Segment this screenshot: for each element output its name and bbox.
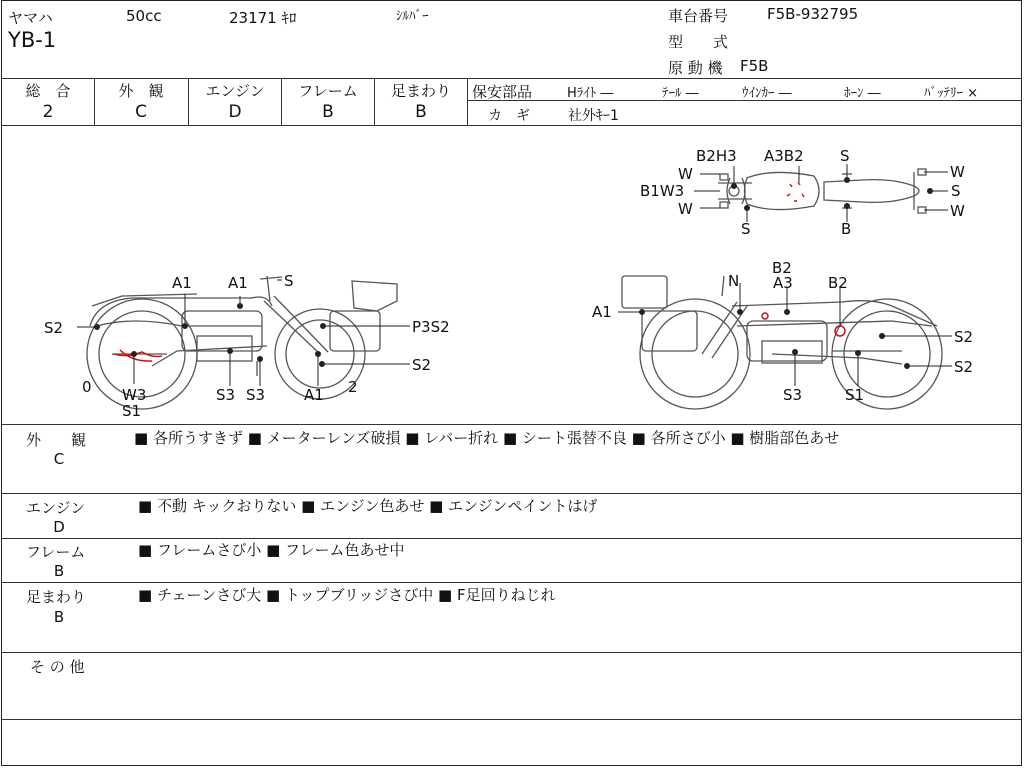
label-left-0: 0: [82, 378, 92, 396]
divider: [467, 78, 468, 125]
label-right-b2: B2: [828, 274, 848, 292]
divider: [2, 652, 1021, 653]
grade-suspension-label: 足まわり: [390, 82, 451, 100]
bike-right-view: [622, 276, 942, 409]
label-left-s1: S1: [122, 402, 142, 420]
label-top-b1w3: B1W3: [640, 182, 685, 200]
label-left-a1-seat: A1: [172, 274, 192, 292]
section-suspension-title: 足まわり: [26, 588, 87, 606]
label-top-w-left-upper: W: [678, 165, 693, 183]
label-left-s2-front: S2: [412, 356, 432, 374]
safety-winker: ｳｲﾝｶｰ ―: [742, 86, 792, 101]
label-left-s-bar: S: [284, 272, 294, 290]
safety-taillight: ﾃｰﾙ ―: [662, 86, 699, 101]
section-engine-grade: D: [53, 518, 65, 536]
section-exterior-grade: C: [53, 450, 65, 468]
color: ｼﾙﾊﾞｰ: [396, 9, 429, 24]
grade-engine-label: エンジン: [205, 82, 265, 100]
label-top-w-left-lower: W: [678, 200, 693, 218]
label-top-s-rear: S: [951, 182, 961, 200]
label-left-s2-rear: S2: [44, 319, 64, 337]
engine-label: 原 動 機: [668, 59, 723, 77]
grade-exterior-value: C: [135, 102, 147, 122]
frame-number: F5B-932795: [767, 5, 859, 23]
label-right-s3: S3: [783, 386, 803, 404]
grade-overall-label: 総 合: [25, 82, 71, 100]
section-engine-text: ■ 不動 キックおりない ■ エンジン色あせ ■ エンジンペイントはげ: [138, 497, 598, 515]
section-suspension-text: ■ チェーンさび大 ■ トップブリッジさび中 ■ F足回りねじれ: [138, 586, 556, 604]
label-top-s-front: S: [741, 220, 751, 238]
section-other-title: そ の 他: [30, 658, 85, 676]
section-suspension-grade: B: [53, 608, 65, 626]
section-exterior-title: 外 観: [26, 431, 87, 449]
displacement: 50cc: [126, 7, 162, 25]
section-frame-grade: B: [53, 562, 65, 580]
label-top-w-right-lower: W: [950, 202, 965, 220]
label-right-a1: A1: [592, 303, 612, 321]
divider: [2, 493, 1021, 494]
section-exterior-text: ■ 各所うすきず ■ メーターレンズ破損 ■ レバー折れ ■ シート張替不良 ■ 各所さび小 ■ 樹脂部色あせ: [134, 429, 840, 447]
label-top-w-right-upper: W: [950, 163, 965, 181]
label-top-b2h3: B2H3: [696, 147, 737, 165]
label-right-a3: A3: [773, 274, 793, 292]
grade-frame-label: フレーム: [298, 82, 358, 100]
key-value: 社外ｷｰ1: [568, 108, 619, 124]
divider: [2, 78, 1021, 79]
inspection-sheet: [1, 0, 1022, 766]
divider: [2, 582, 1021, 583]
safety-horn: ﾎｰﾝ ―: [844, 86, 881, 101]
label-left-a1-fork: A1: [304, 386, 324, 404]
label-left-2: 2: [348, 378, 358, 396]
label-right-n: N: [728, 272, 740, 290]
divider: [2, 424, 1021, 425]
mileage: 23171 ｷﾛ: [229, 9, 297, 27]
section-engine-title: エンジン: [26, 499, 86, 517]
key-label: カ ギ: [488, 108, 530, 124]
label-right-s2-lower: S2: [954, 358, 974, 376]
label-right-b2-top: B2: [772, 259, 792, 277]
label-left-a1-tank: A1: [228, 274, 248, 292]
frame-label: 車台番号: [668, 7, 729, 25]
divider: [2, 719, 1021, 720]
maker: ヤマハ: [8, 9, 53, 27]
type-label: 型 式: [668, 33, 729, 51]
label-left-s3-b: S3: [246, 386, 266, 404]
label-left-p3s2: P3S2: [412, 318, 450, 336]
grade-suspension-value: B: [415, 102, 427, 122]
safety-title: 保安部品: [472, 83, 533, 101]
grade-frame-value: B: [322, 102, 334, 122]
safety-battery: ﾊﾞｯﾃﾘｰ ×: [924, 86, 979, 101]
model-name: YB-1: [8, 28, 57, 52]
grade-engine-value: D: [228, 102, 242, 122]
label-top-s-upper: S: [840, 147, 850, 165]
section-frame-title: フレーム: [26, 543, 86, 561]
label-right-s1: S1: [845, 386, 865, 404]
label-top-a3b2: A3B2: [764, 147, 804, 165]
label-left-w3: W3: [122, 386, 147, 404]
engine-code: F5B: [740, 57, 769, 75]
grade-exterior-label: 外 観: [118, 82, 164, 100]
label-left-s3-a: S3: [216, 386, 236, 404]
grade-overall-value: 2: [42, 102, 54, 122]
damage-diagram: [2, 126, 1022, 424]
safety-headlight: Hﾗｲﾄ ―: [567, 86, 614, 101]
label-top-b-lower: B: [841, 220, 852, 238]
section-frame-text: ■ フレームさび小 ■ フレーム色あせ中: [138, 541, 405, 559]
label-right-s2-upper: S2: [954, 328, 974, 346]
